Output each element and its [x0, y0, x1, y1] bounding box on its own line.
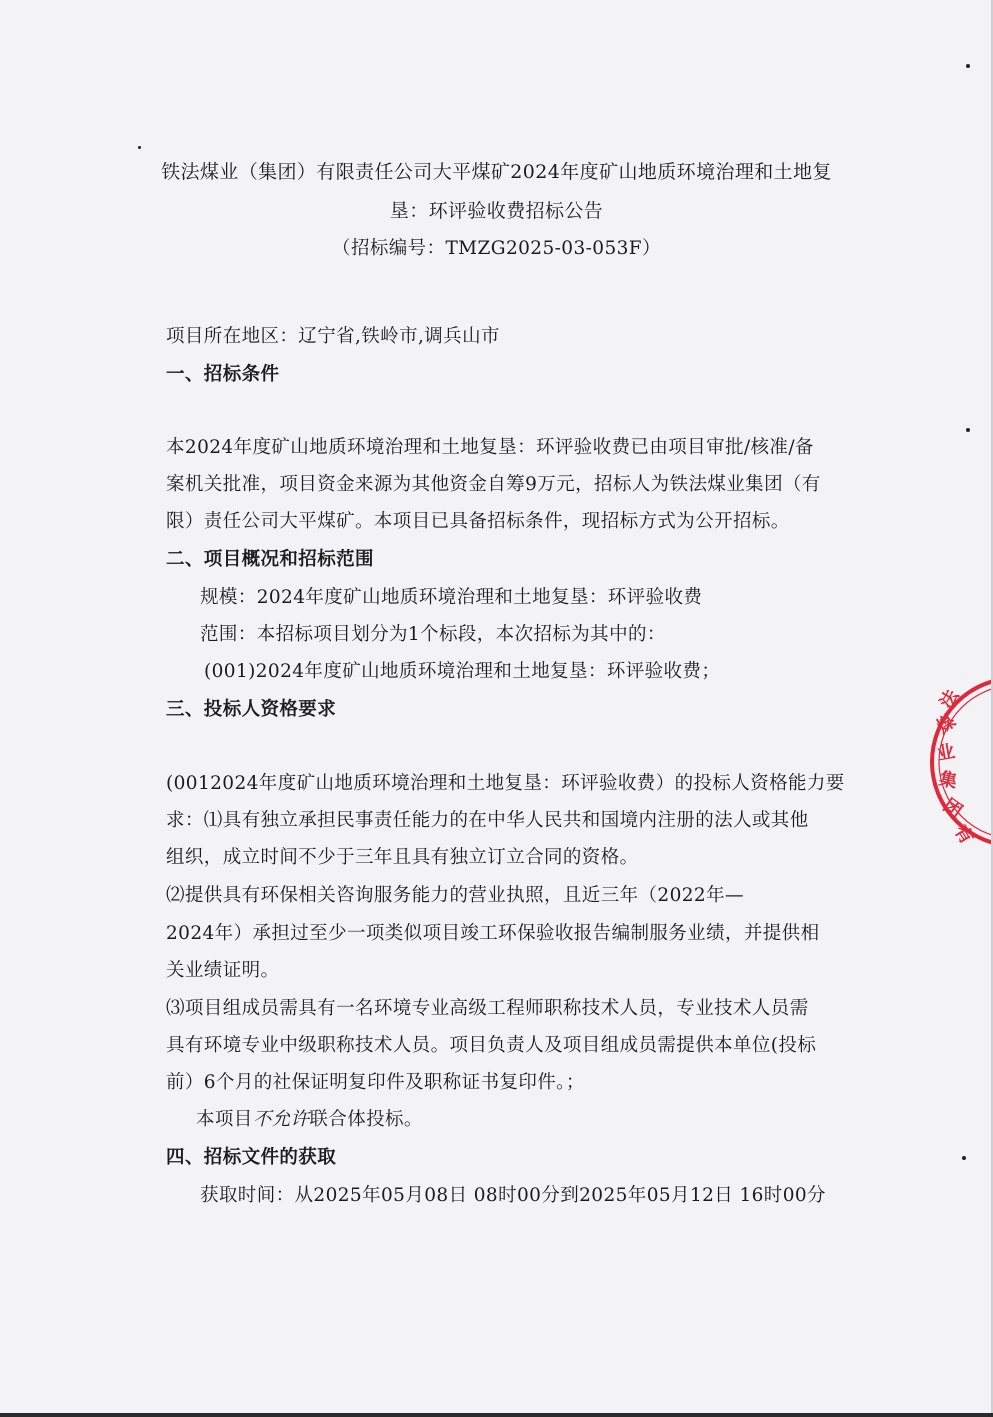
qualification-line: 具有环境专业中级职称技术人员。项目负责人及项目组成员需提供本单位(投标 [166, 1035, 817, 1056]
consortium-statement [196, 1108, 423, 1132]
company-seal [928, 672, 993, 852]
section-1-heading: 一、招标条件 [166, 364, 280, 385]
document-title-line1: 铁法煤业（集团）有限责任公司大平煤矿2024年度矿山地质环境治理和土地复 [161, 161, 832, 183]
section-1-text-line: 本2024年度矿山地质环境治理和土地复垦：环评验收费已由项目审批/核准/备 [166, 437, 814, 458]
scan-edge-bottom [0, 1413, 993, 1417]
consortium-value: 不允许 [252, 1109, 310, 1130]
document-title-line2: 垦：环评验收费招标公告 [389, 200, 604, 222]
project-region: 项目所在地区：辽宁省,铁岭市,调兵山市 [166, 326, 500, 347]
qualification-line: (0012024年度矿山地质环境治理和土地复垦：环评验收费）的投标人资格能力要 [166, 773, 845, 794]
qualification-line: 2024年）承担过至少一项类似项目竣工环保验收报告编制服务业绩，并提供相 [166, 923, 820, 944]
project-scale: 规模：2024年度矿山地质环境治理和土地复垦：环评验收费 [200, 587, 703, 608]
section-4-heading: 四、招标文件的获取 [166, 1147, 337, 1168]
acquisition-time: 获取时间：从2025年05月08日 08时00分到2025年05月12日 16时00分 [200, 1185, 826, 1206]
qualification-line: 组织，成立时间不少于三年且具有独立订立合同的资格。 [166, 847, 639, 868]
section-3-heading: 三、投标人资格要求 [166, 699, 337, 720]
section-1-text-line: 案机关批准，项目资金来源为其他资金自筹9万元，招标人为铁法煤业集团（有 [166, 474, 821, 495]
qualification-line: 前）6个月的社保证明复印件及职称证书复印件。； [166, 1072, 585, 1093]
scan-speck [966, 428, 970, 432]
project-scope: 范围：本招标项目划分为1个标段，本次招标为其中的： [200, 624, 666, 645]
consortium-prefix: 本项目 [196, 1109, 253, 1130]
tender-number: （招标编号：TMZG2025-03-053F） [332, 238, 661, 259]
svg-text:有: 有 [949, 821, 978, 848]
scan-speck [962, 1156, 966, 1160]
svg-text:法: 法 [936, 686, 964, 713]
qualification-line: ⑶项目组成员需具有一名环境专业高级工程师职称技术人员，专业技术人员需 [166, 998, 809, 1019]
svg-text:业: 业 [935, 741, 957, 765]
qualification-line: 关业绩证明。 [166, 960, 280, 981]
scan-speck [138, 146, 141, 149]
qualification-line: 求：⑴具有独立承担民事责任能力的在中华人民共和国境内注册的法人或其他 [166, 810, 809, 831]
section-2-heading: 二、项目概况和招标范围 [166, 549, 374, 570]
lot-item: (001)2024年度矿山地质环境治理和土地复垦：环评验收费； [204, 661, 721, 682]
svg-text:集: 集 [936, 768, 959, 793]
qualification-line: ⑵提供具有环保相关咨询服务能力的营业执照，且近三年（2022年— [166, 885, 744, 906]
svg-text:煤: 煤 [932, 710, 960, 739]
section-1-text-line: 限）责任公司大平煤矿。本项目已具备招标条件，现招标方式为公开招标。 [166, 511, 790, 532]
svg-text:团: 团 [939, 794, 966, 823]
scan-speck [966, 64, 970, 68]
consortium-suffix: 联合体投标。 [309, 1109, 423, 1130]
